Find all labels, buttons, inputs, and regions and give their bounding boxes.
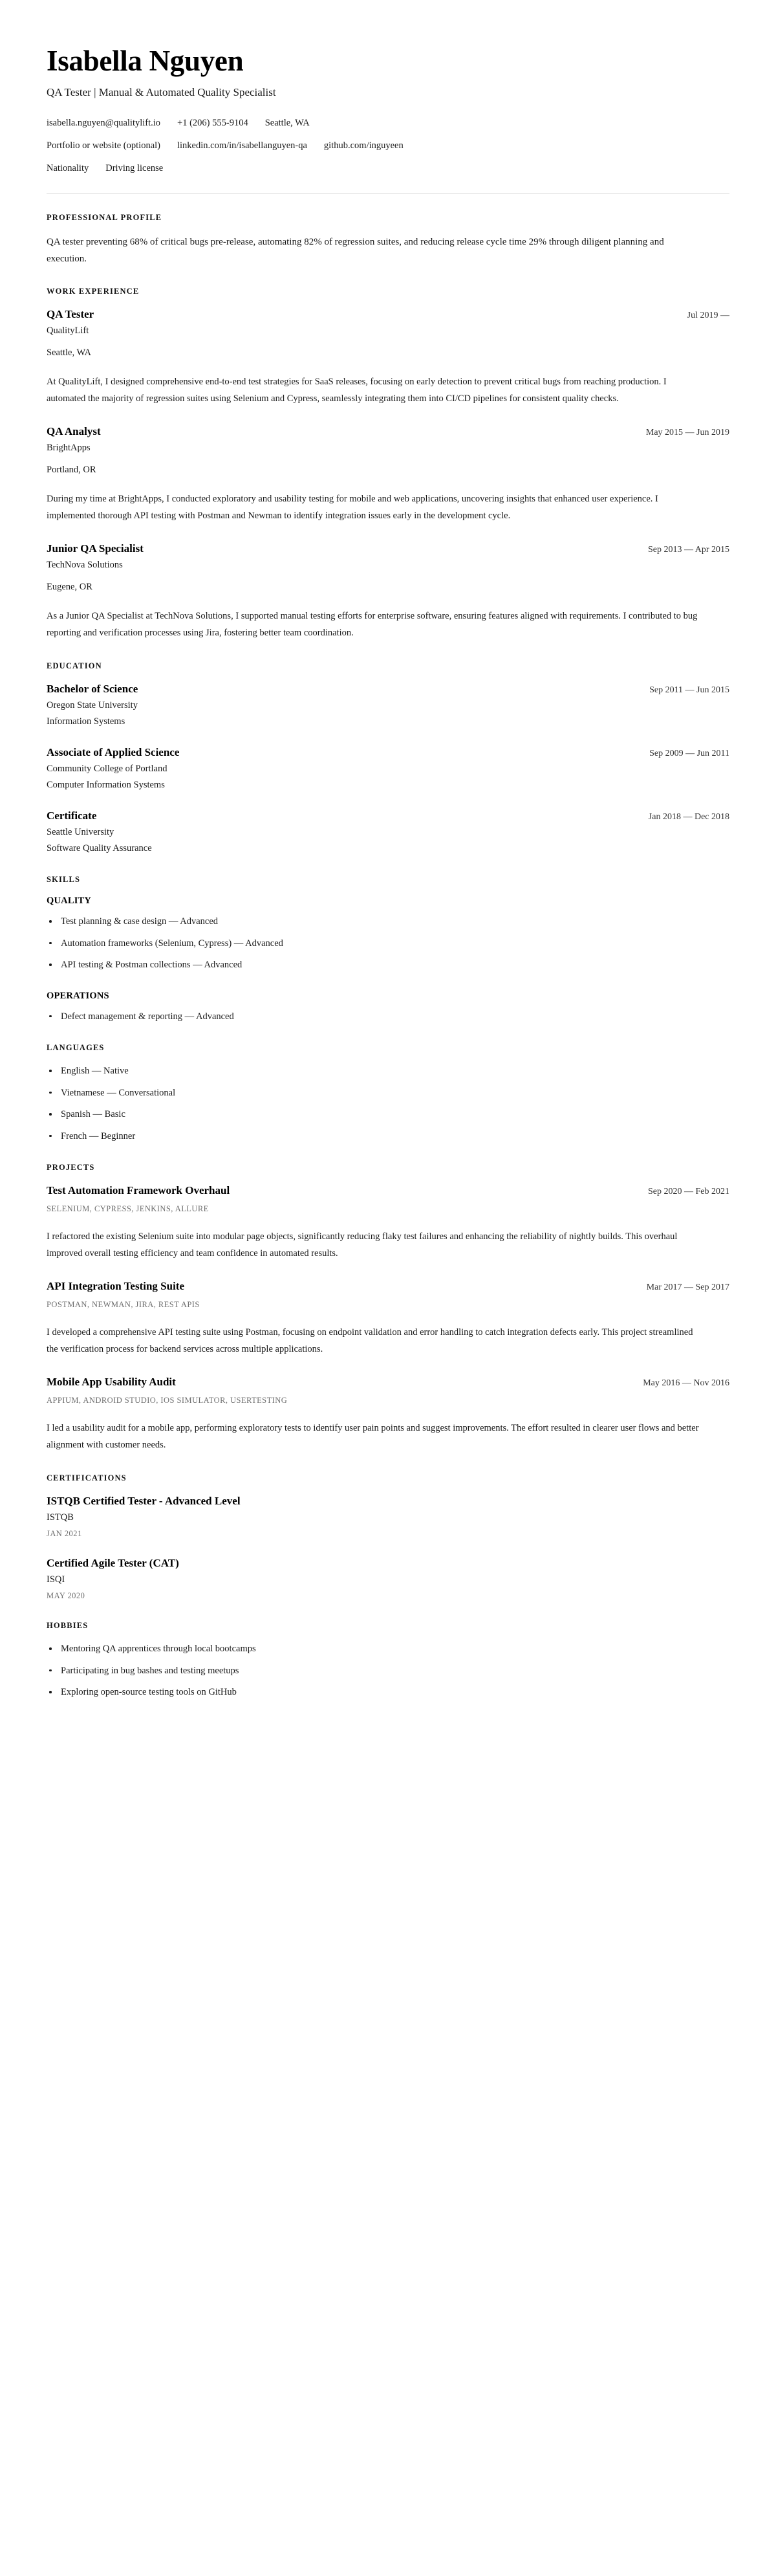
- hobby-item: Participating in bug bashes and testing meetups: [47, 1664, 729, 1678]
- work-company: BrightApps: [47, 443, 91, 454]
- location-value: Seattle, WA: [264, 118, 310, 129]
- education-degree: Certificate: [47, 809, 97, 822]
- skill-list: [47, 914, 729, 972]
- driving-license-value: Driving license: [105, 162, 164, 173]
- education-degree: Bachelor of Science: [47, 682, 138, 695]
- education-date: Jan 2018 — Dec 2018: [648, 812, 729, 822]
- contact-row-extra: [47, 162, 729, 176]
- certification-issuer: ISQI: [47, 1574, 65, 1585]
- certification-issuer: ISTQB: [47, 1512, 74, 1523]
- certification-name: ISTQB Certified Tester - Advanced Level: [47, 1494, 241, 1507]
- work-description: During my time at BrightApps, I conducted exploratory and usability testing for mobile and web applications, uncovering insights that enhanced user experience. I implemented thorough API testing with Postman and Newman to identify integration issues early in the development cycle.: [47, 494, 658, 521]
- work-role: QA Tester: [47, 308, 94, 321]
- section-title-languages: LANGUAGES: [47, 1043, 105, 1053]
- work-entry-head: [47, 542, 729, 556]
- section-title-profile: PROFESSIONAL PROFILE: [47, 212, 162, 222]
- skill-group-quality: [47, 896, 729, 972]
- profile-summary-text: QA tester preventing 68% of critical bugs pre-release, automating 82% of regression suites, and reducing release cycle time 29% through diligent planning and execution.: [47, 236, 664, 264]
- project-entry: [47, 1279, 729, 1358]
- education-entry: [47, 809, 729, 855]
- work-role: QA Analyst: [47, 424, 101, 437]
- skill-list: [47, 1009, 729, 1024]
- certification-entry: [47, 1494, 729, 1539]
- education-field: Software Quality Assurance: [47, 843, 152, 854]
- contact-row-primary: [47, 116, 729, 131]
- skill-group-operations: [47, 991, 729, 1024]
- language-item: French — Beginner: [47, 1129, 729, 1143]
- candidate-name: Isabella Nguyen: [47, 45, 244, 77]
- project-entry-head: [47, 1183, 729, 1198]
- hobby-list: [47, 1642, 729, 1699]
- work-location: Seattle, WA: [47, 347, 91, 358]
- project-description: I developed a comprehensive API testing suite using Postman, focusing on endpoint validation and error handling to catch integration defects early. This project streamlined the verification process for backend services across multiple applications.: [47, 1327, 693, 1354]
- project-entry-head: [47, 1375, 729, 1389]
- project-entry: [47, 1375, 729, 1454]
- education-date: Sep 2009 — Jun 2011: [649, 748, 729, 758]
- skill-group-title: QUALITY: [47, 896, 92, 907]
- work-entry: [47, 424, 729, 525]
- education-school: Oregon State University: [47, 699, 138, 710]
- work-entry-head: [47, 424, 729, 439]
- section-work-experience: [47, 287, 729, 641]
- github-value[interactable]: github.com/inguyeen: [323, 140, 404, 151]
- work-company: QualityLift: [47, 325, 89, 336]
- certification-entry: [47, 1556, 729, 1602]
- education-date: Sep 2011 — Jun 2015: [649, 685, 729, 695]
- section-title-projects: PROJECTS: [47, 1162, 95, 1172]
- resume-header: [47, 45, 729, 176]
- section-skills: [47, 875, 729, 1024]
- skill-item: Defect management & reporting — Advanced: [47, 1009, 729, 1024]
- project-entry: [47, 1183, 729, 1262]
- education-entry: [47, 682, 729, 729]
- phone-value[interactable]: +1 (206) 555-9104: [177, 118, 248, 129]
- education-entry-head: [47, 745, 729, 760]
- education-field: Information Systems: [47, 716, 125, 727]
- education-entry-head: [47, 682, 729, 696]
- project-stack: SELENIUM, CYPRESS, JENKINS, ALLURE: [47, 1204, 209, 1214]
- section-title-skills: SKILLS: [47, 875, 81, 885]
- section-education: [47, 661, 729, 856]
- work-description: As a Junior QA Specialist at TechNova Solutions, I supported manual testing efforts for enterprise software, ensuring features aligned with requirements. I contributed to bug reporting and verification processes using Jira, fostering better team coordination.: [47, 610, 698, 638]
- project-date: Sep 2020 — Feb 2021: [648, 1186, 729, 1196]
- contact-details: [47, 116, 729, 175]
- project-date: Mar 2017 — Sep 2017: [646, 1282, 729, 1292]
- education-school: Community College of Portland: [47, 763, 167, 774]
- project-entry-head: [47, 1279, 729, 1294]
- education-entry-head: [47, 809, 729, 823]
- hobby-item: Exploring open-source testing tools on GitHub: [47, 1685, 729, 1699]
- work-entry-head: [47, 307, 729, 322]
- section-professional-profile: [47, 213, 729, 268]
- email-value[interactable]: isabella.nguyen@qualitylift.io: [47, 118, 161, 129]
- section-languages: [47, 1043, 729, 1143]
- project-stack: POSTMAN, NEWMAN, JIRA, REST APIS: [47, 1300, 200, 1310]
- education-school: Seattle University: [47, 827, 114, 838]
- project-name: Test Automation Framework Overhaul: [47, 1183, 230, 1196]
- section-title-certifications: CERTIFICATIONS: [47, 1473, 127, 1482]
- certification-date: JAN 2021: [47, 1528, 82, 1538]
- candidate-headline: QA Tester | Manual & Automated Quality Specialist: [47, 85, 276, 98]
- project-stack: APPIUM, ANDROID STUDIO, IOS SIMULATOR, USERTESTING: [47, 1395, 288, 1405]
- language-list: [47, 1064, 729, 1143]
- section-title-work: WORK EXPERIENCE: [47, 287, 140, 296]
- language-item: Spanish — Basic: [47, 1107, 729, 1121]
- project-date: May 2016 — Nov 2016: [643, 1378, 729, 1388]
- portfolio-value[interactable]: Portfolio or website (optional): [47, 140, 160, 151]
- certification-name: Certified Agile Tester (CAT): [47, 1556, 179, 1569]
- certification-date: MAY 2020: [47, 1591, 85, 1601]
- education-degree: Associate of Applied Science: [47, 745, 180, 758]
- project-name: Mobile App Usability Audit: [47, 1375, 176, 1388]
- work-role: Junior QA Specialist: [47, 542, 144, 555]
- project-description: I refactored the existing Selenium suite into modular page objects, significantly reducing flaky test failures and enhancing the reliability of nightly builds. This overhaul improved overall testing efficiency and team confidence in automated results.: [47, 1231, 678, 1259]
- section-certifications: [47, 1473, 729, 1602]
- project-description: I led a usability audit for a mobile app, performing exploratory tests to identify user pain points and suggest improvements. The effort resulted in clearer user flows and better alignment with customer needs.: [47, 1423, 699, 1450]
- work-location: Portland, OR: [47, 465, 96, 476]
- skill-group-title: OPERATIONS: [47, 990, 109, 1001]
- work-date: Sep 2013 — Apr 2015: [648, 544, 729, 555]
- skill-item: Test planning & case design — Advanced: [47, 914, 729, 929]
- skill-item: Automation frameworks (Selenium, Cypress) — Advanced: [47, 936, 729, 951]
- project-name: API Integration Testing Suite: [47, 1279, 184, 1292]
- language-item: Vietnamese — Conversational: [47, 1086, 729, 1100]
- work-company: TechNova Solutions: [47, 559, 123, 570]
- skill-item: API testing & Postman collections — Advanced: [47, 958, 729, 972]
- work-date: Jul 2019 —: [687, 311, 729, 321]
- work-description: At QualityLift, I designed comprehensive end-to-end test strategies for SaaS releases, focusing on early detection to prevent critical bugs from reaching production. I automated the majority of regression suites using Selenium and Cypress, seamlessly integrating them into CI/CD pipelines for consistent quality checks.: [47, 377, 667, 404]
- education-field: Computer Information Systems: [47, 780, 165, 790]
- section-title-hobbies: HOBBIES: [47, 1621, 89, 1631]
- work-entry: [47, 307, 729, 408]
- contact-row-links: [47, 139, 729, 153]
- section-projects: [47, 1163, 729, 1454]
- nationality-value: Nationality: [47, 162, 89, 173]
- work-date: May 2015 — Jun 2019: [645, 427, 729, 437]
- section-hobbies: [47, 1621, 729, 1699]
- education-entry: [47, 745, 729, 792]
- section-title-education: EDUCATION: [47, 661, 102, 670]
- linkedin-value[interactable]: linkedin.com/in/isabellanguyen-qa: [177, 140, 307, 151]
- hobby-item: Mentoring QA apprentices through local bootcamps: [47, 1642, 729, 1656]
- language-item: English — Native: [47, 1064, 729, 1078]
- work-location: Eugene, OR: [47, 581, 92, 592]
- work-entry: [47, 542, 729, 642]
